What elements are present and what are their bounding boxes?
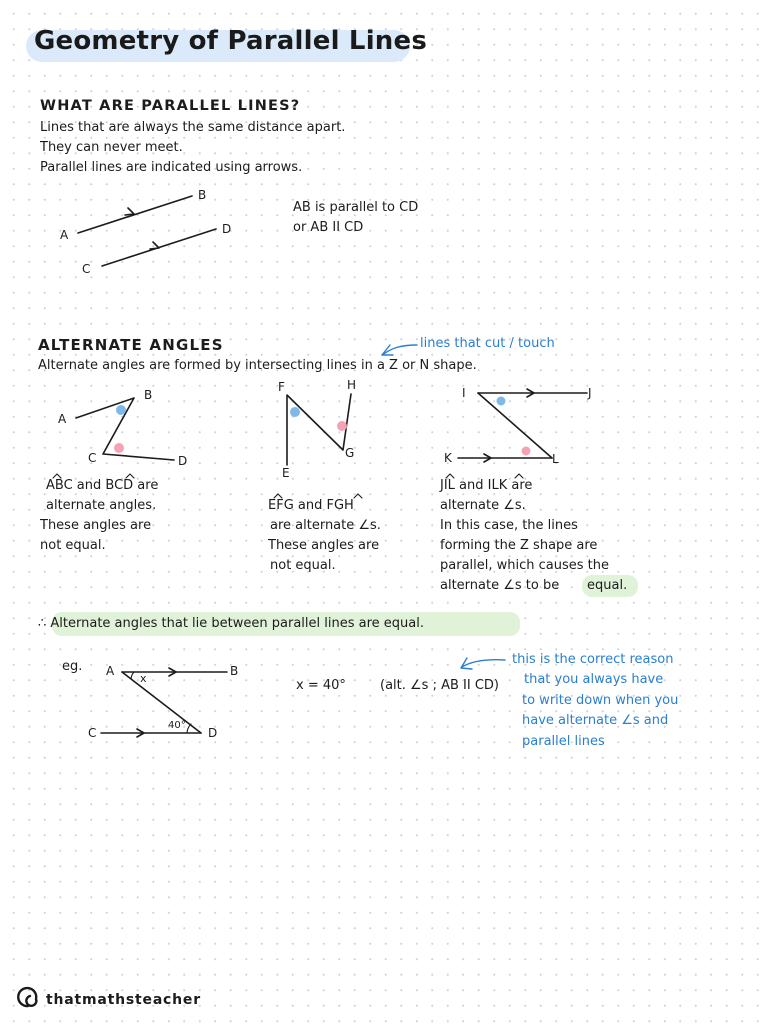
fig2-text-1: EFG and FGH (268, 498, 354, 513)
parallel-line-3: Parallel lines are indicated using arrows. (40, 160, 303, 175)
note-line-4: have alternate ∠s and (522, 713, 669, 728)
parallel-label-a: A (60, 228, 69, 242)
example-reason: (alt. ∠s ; AB II CD) (380, 678, 499, 693)
example-label-b: B (230, 664, 239, 678)
hat-jil (446, 474, 454, 478)
fig1-blue-dot (116, 405, 126, 415)
parallel-label-b: B (198, 188, 207, 202)
fig3-label-l: L (552, 452, 559, 466)
fig3-text-3: In this case, the lines (440, 518, 578, 533)
fig1-label-d: D (178, 454, 188, 468)
parallel-arrow-ab (125, 208, 134, 215)
note-line-3: to write down when you (522, 693, 679, 708)
page-title: Geometry of Parallel Lines (34, 26, 428, 56)
alternate-intro: Alternate angles are formed by intersecting lines in a Z or N shape. (38, 358, 477, 373)
fig3-label-j: J (588, 386, 592, 400)
fig3-text-5: parallel, which causes the (440, 558, 609, 573)
example-label-40: 40° (168, 720, 186, 731)
fig2-label-g: G (345, 446, 355, 460)
parallel-label-c: C (82, 262, 91, 276)
fig1-label-a: A (58, 412, 67, 426)
swirl-icon (18, 988, 36, 1006)
example-diagonal (122, 672, 201, 733)
fig2-label-e: E (282, 466, 290, 480)
parallel-line-1: Lines that are always the same distance apart. (40, 120, 346, 135)
fig2-label-h: H (347, 378, 357, 392)
intersecting-annotation: lines that cut / touch (420, 336, 555, 351)
footer-brand: thatmathsteacher (46, 992, 201, 1008)
hat-efg (274, 494, 282, 498)
example-eg: eg. (62, 659, 83, 674)
note-line-5: parallel lines (522, 734, 605, 749)
fig1-text-4: not equal. (40, 538, 106, 553)
fig3-label-i: I (462, 386, 466, 400)
example-angle-arc-x (131, 672, 134, 679)
example-angle-arc-40 (187, 724, 191, 733)
conclusion-text: ∴ Alternate angles that lie between parallel lines are equal. (38, 616, 424, 631)
hat-ilk (515, 474, 523, 478)
note-line-1: this is the correct reason (512, 652, 674, 667)
fig1-label-b: B (144, 388, 153, 402)
fig3-text-1: JIL and ILK are (440, 478, 533, 493)
example-label-a: A (106, 664, 115, 678)
fig3-diagonal (478, 393, 552, 458)
example-label-d: D (208, 726, 218, 740)
example-answer: x = 40° (296, 678, 346, 693)
fig2-pink-dot (337, 421, 347, 431)
fig2-text-2: are alternate ∠s. (270, 518, 381, 533)
hat-bcd (126, 474, 134, 478)
fig1-text-1: ABC and BCD are (46, 478, 159, 493)
alternate-heading: ALTERNATE ANGLES (38, 336, 224, 354)
parallel-line-ab (78, 196, 192, 233)
example-label-c: C (88, 726, 97, 740)
parallel-statement-1: AB is parallel to CD (293, 200, 419, 215)
parallel-arrow-cd (150, 242, 159, 249)
annotation-arrow-1 (382, 345, 417, 355)
fig3-equal-word: equal. (587, 578, 628, 593)
example-label-x: x (140, 672, 147, 685)
fig3-text-2: alternate ∠s. (440, 498, 526, 513)
fig1-text-2: alternate angles. (46, 498, 157, 513)
parallel-statement-2: or AB II CD (293, 220, 364, 235)
fig3-label-k: K (444, 451, 452, 465)
fig1-pink-dot (114, 443, 124, 453)
fig3-blue-dot (497, 397, 506, 406)
annotation-arrow-2 (462, 660, 505, 667)
fig3-pink-dot (522, 447, 531, 456)
fig3-text-4: forming the Z shape are (440, 538, 598, 553)
fig2-text-3: These angles are (268, 538, 380, 553)
hat-abc (53, 474, 61, 478)
parallel-label-d: D (222, 222, 232, 236)
fig2-blue-dot (290, 407, 300, 417)
fig1-text-3: These angles are (40, 518, 152, 533)
hat-fgh (354, 494, 362, 498)
fig1-label-c: C (88, 451, 97, 465)
fig2-label-f: F (278, 380, 285, 394)
fig3-text-6: alternate ∠s to be (440, 578, 560, 593)
note-line-2: that you always have (524, 672, 664, 687)
parallel-heading: WHAT ARE PARALLEL LINES? (40, 98, 301, 114)
parallel-line-2: They can never meet. (40, 140, 183, 155)
fig2-text-4: not equal. (270, 558, 336, 573)
